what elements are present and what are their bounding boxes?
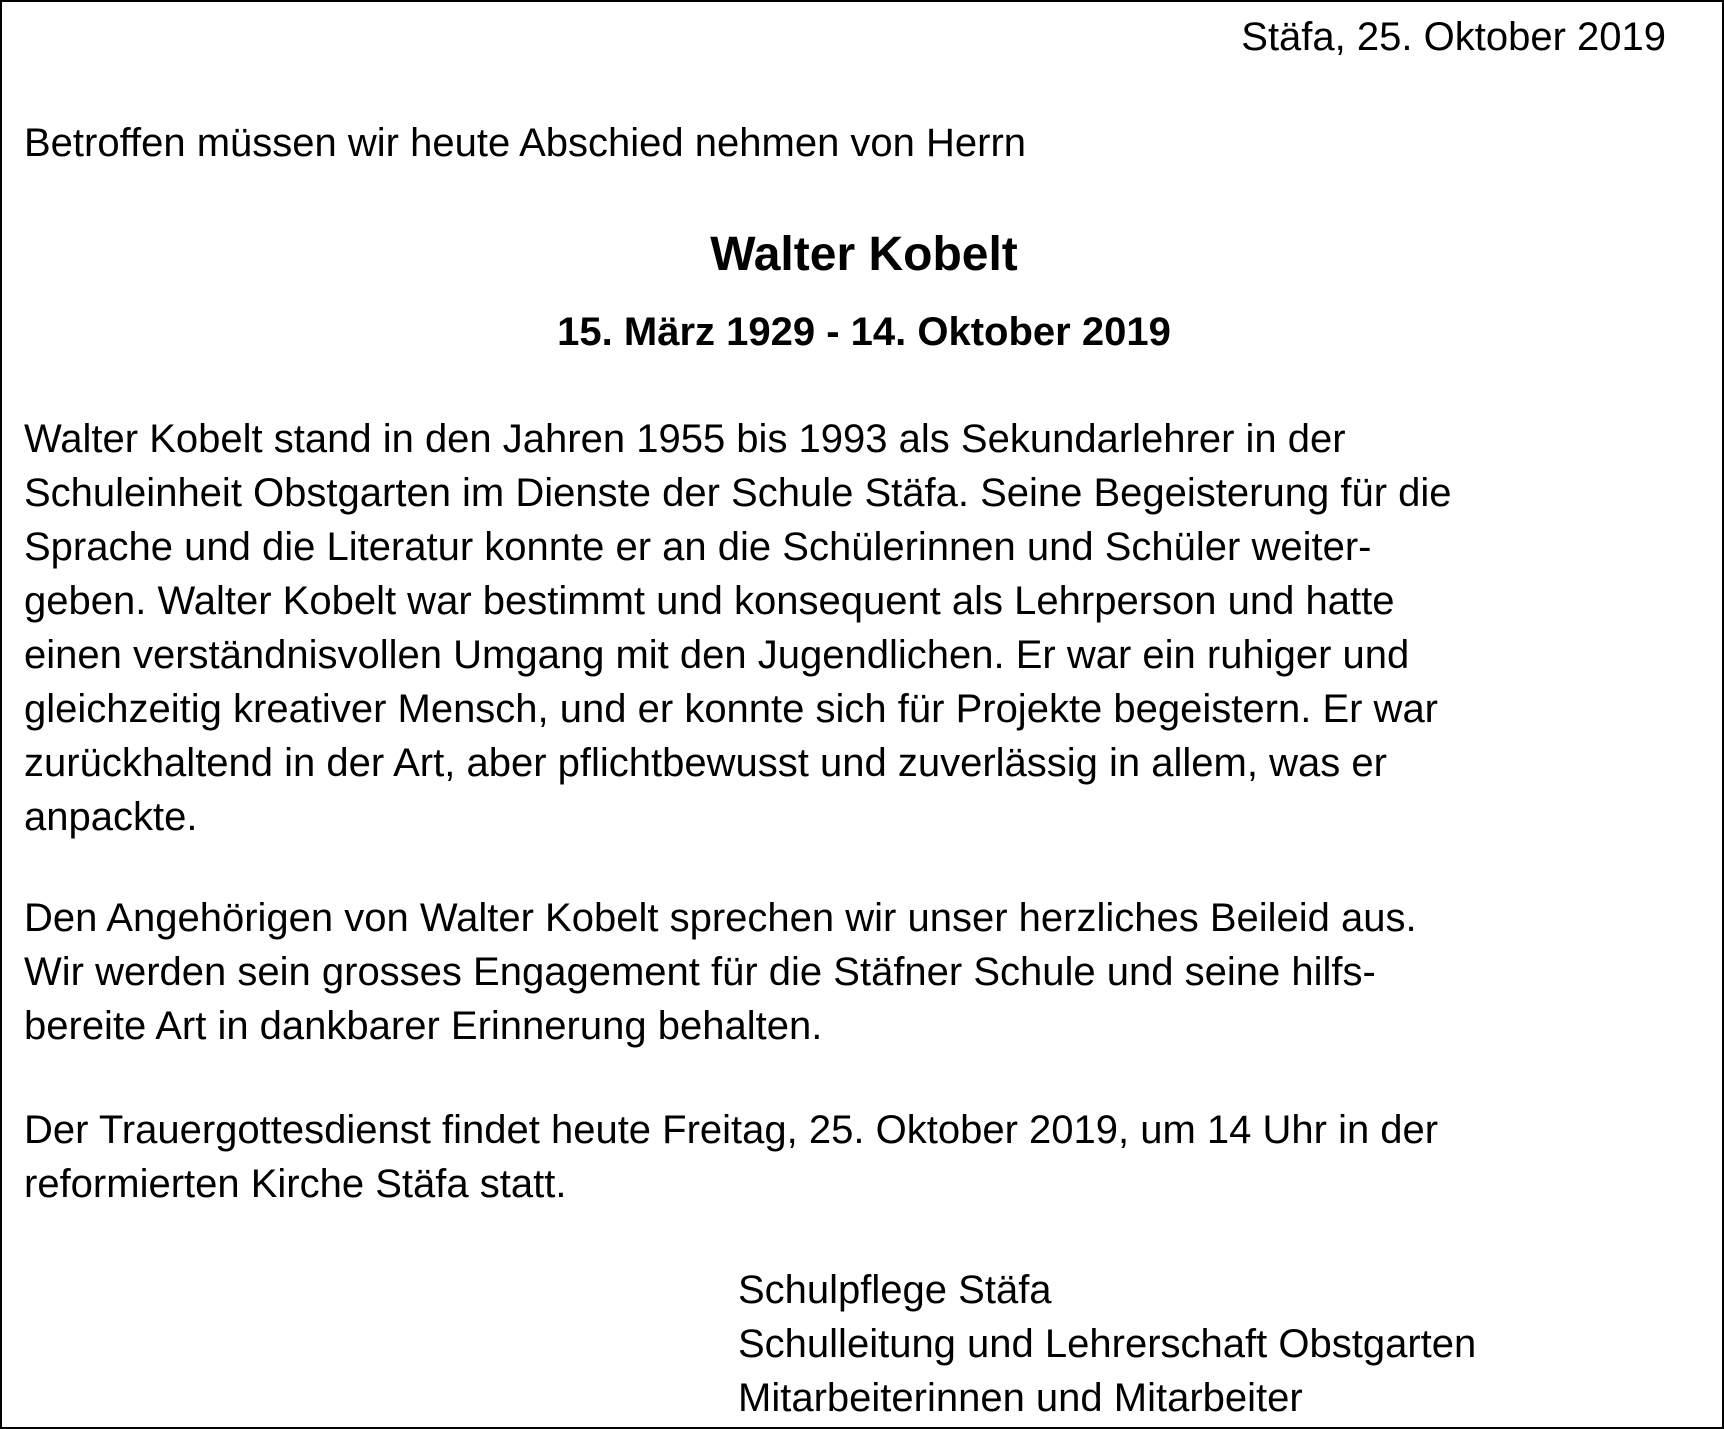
text-line: anpackte. bbox=[24, 795, 198, 839]
biography-paragraph bbox=[24, 412, 1452, 844]
signature-line: Schulpflege Stäfa bbox=[738, 1268, 1052, 1312]
text-line: Wir werden sein grosses Engagement für die Stäfner Schule und seine hilfs- bbox=[24, 950, 1376, 994]
signature-line: Schulleitung und Lehrerschaft Obstgarten bbox=[738, 1322, 1477, 1366]
lifespan-dates: 15. März 1929 - 14. Oktober 2019 bbox=[557, 310, 1171, 354]
text-line: Den Angehörigen von Walter Kobelt sprechen wir unser herzliches Beileid aus. bbox=[24, 896, 1417, 940]
text-line: einen verständnisvollen Umgang mit den Jugendlichen. Er war ein ruhiger und bbox=[24, 633, 1410, 677]
text-line: Der Trauergottesdienst findet heute Freitag, 25. Oktober 2019, um 14 Uhr in der bbox=[24, 1108, 1439, 1152]
place-date: Stäfa, 25. Oktober 2019 bbox=[1241, 15, 1666, 59]
condolence-paragraph bbox=[24, 891, 1417, 1053]
text-line: Schuleinheit Obstgarten im Dienste der Schule Stäfa. Seine Begeisterung für die bbox=[24, 471, 1452, 515]
text-line: bereite Art in dankbarer Erinnerung behalten. bbox=[24, 1004, 823, 1048]
text-line: geben. Walter Kobelt war bestimmt und konsequent als Lehrperson und hatte bbox=[24, 579, 1395, 623]
deceased-name: Walter Kobelt bbox=[710, 228, 1018, 281]
text-line: Walter Kobelt stand in den Jahren 1955 bis 1993 als Sekundarlehrer in der bbox=[24, 417, 1346, 461]
text-line: gleichzeitig kreativer Mensch, und er konnte sich für Projekte begeistern. Er war bbox=[24, 687, 1439, 731]
signature-line: Mitarbeiterinnen und Mitarbeiter bbox=[738, 1376, 1303, 1420]
text-line: Sprache und die Literatur konnte er an die Schülerinnen und Schüler weiter- bbox=[24, 525, 1372, 569]
text-line: zurückhaltend in der Art, aber pflichtbewusst und zuverlässig in allem, was er bbox=[24, 741, 1387, 785]
intro-text: Betroffen müssen wir heute Abschied nehmen von Herrn bbox=[24, 121, 1027, 165]
signature-block bbox=[738, 1263, 1476, 1425]
service-paragraph bbox=[24, 1103, 1438, 1211]
text-line: reformierten Kirche Stäfa statt. bbox=[24, 1162, 567, 1206]
